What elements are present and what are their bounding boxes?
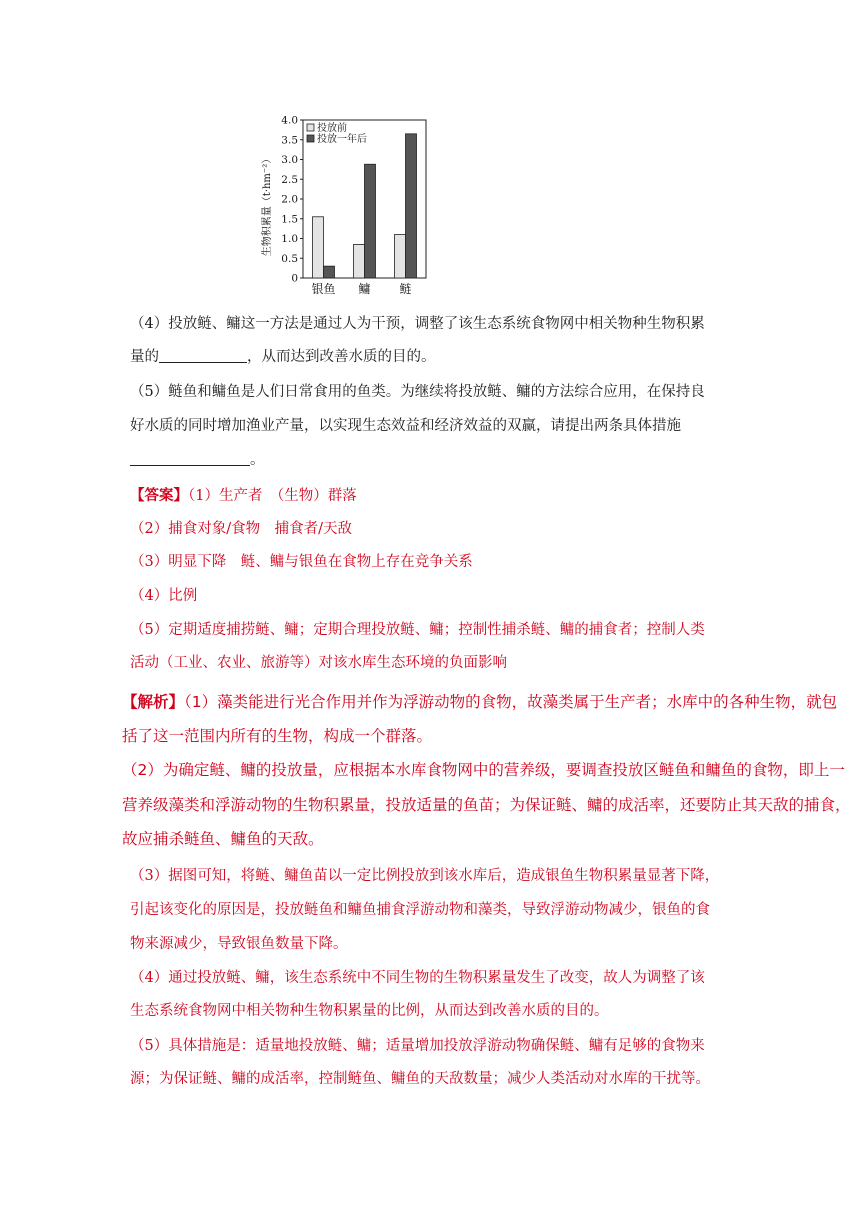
question-5-line-2: 好水质的同时增加渔业产量，以实现生态效益和经济效益的双赢，请提出两条具体措施: [130, 418, 681, 434]
analysis-4-line-1: （4）通过投放鲢、鳙，该生态系统中不同生物的生物积累量发生了改变，故人为调整了该: [130, 970, 705, 986]
y-tick-label: 1.5: [281, 213, 298, 226]
legend-label: 投放一年后: [317, 134, 367, 145]
y-tick-label: 1.0: [281, 233, 298, 245]
y-tick-label: 3.0: [281, 154, 298, 166]
answer-3: （3）明显下降 鲢、鳙与银鱼在食物上存在竞争关系: [130, 554, 473, 570]
y-axis-label: 生物积累量（t·hm⁻²）: [262, 153, 273, 257]
bar: [324, 266, 335, 278]
question-4-line-2: [130, 347, 750, 367]
answer-1-text: （1）生产者 （生物）群落: [188, 488, 357, 504]
analysis-3-line-1: （3）据图可知，将鲢、鳙鱼苗以一定比例投放到该水库后，造成银鱼生物积累量显著下降，: [130, 868, 720, 884]
legend-swatch: [307, 135, 314, 142]
analysis-2-line-1: （2）为确定鲢、鳙的投放量，应根据本水库食物网中的营养级，要调查投放区鲢鱼和鳙鱼的食物，即上一: [122, 761, 845, 779]
analysis-4-line-2: 生态系统食物网中相关物种生物积累量的比例，从而达到改善水质的目的。: [130, 1003, 609, 1019]
analysis-1-text: （1）藻类能进行光合作用并作为浮游动物的食物，故藻类属于生产者；水库中的各种生物，就包: [184, 693, 838, 711]
question-5-line-3: [130, 450, 750, 470]
answer-2: （2）捕食对象/食物 捕食者/天敌: [130, 521, 352, 537]
bar: [395, 235, 406, 278]
analysis-1-line-2: 括了这一范围内所有的生物，构成一个群落。: [122, 727, 433, 745]
y-tick-label: 3.5: [281, 134, 298, 147]
y-tick-label: 4.0: [281, 114, 298, 127]
analysis-tag: 【解析】: [122, 693, 185, 711]
answer-4: （4）比例: [130, 588, 198, 604]
y-tick-label: 2.5: [281, 173, 298, 186]
bar: [354, 244, 365, 278]
y-tick-label: 2.0: [281, 193, 298, 206]
analysis-5-line-1: （5）具体措施是：适量地投放鲢、鳙；适量增加投放浮游动物确保鲢、鳙有足够的食物来: [130, 1038, 705, 1054]
answer-blank-5: [130, 450, 250, 466]
analysis-1-line-1: [122, 692, 838, 712]
question-4-text-a: 量的: [130, 349, 159, 365]
analysis-3-line-2: 引起该变化的原因是，投放鲢鱼和鳙鱼捕食浮游动物和藻类，导致浮游动物减少，银鱼的食: [130, 902, 710, 918]
legend-swatch: [307, 124, 314, 131]
x-tick-label: 银鱼: [311, 282, 336, 296]
analysis-2-line-2: 营养级藻类和浮游动物的生物积累量，投放适量的鱼苗；为保证鲢、鳙的成活率，还要防止其天敌的捕食，: [122, 796, 851, 814]
bar-chart-svg: [258, 110, 438, 300]
question-4-line-1: （4）投放鲢、鳙这一方法是通过人为干预，调整了该生态系统食物网中相关物种生物积累: [130, 316, 705, 332]
answer-1: [130, 486, 750, 506]
answer-5-line-1: （5）定期适度捕捞鲢、鳙；定期合理投放鲢、鳙；控制性捕杀鲢、鳙的捕食者；控制人类: [130, 622, 705, 638]
analysis-3-line-3: 物来源减少，导致银鱼数量下降。: [130, 936, 348, 952]
legend-label: 投放前: [317, 123, 347, 134]
answer-tag: 【答案】: [130, 487, 188, 504]
answer-blank-4: [159, 347, 247, 363]
question-5-text-end: 。: [250, 452, 265, 468]
answer-5-line-2: 活动（工业、农业、旅游等）对该水库生态环境的负面影响: [130, 655, 507, 671]
bar: [406, 134, 417, 278]
bar-chart: [258, 110, 438, 300]
x-tick-label: 鲢: [399, 282, 412, 296]
analysis-5-line-2: 源；为保证鲢、鳙的成活率，控制鲢鱼、鳙鱼的天敌数量；减少人类活动对水库的干扰等。: [130, 1071, 710, 1087]
question-5-line-1: （5）鲢鱼和鳙鱼是人们日常食用的鱼类。为继续将投放鲢、鳙的方法综合应用，在保持良: [130, 384, 705, 400]
question-4-text-b: ，从而达到改善水质的目的。: [247, 349, 436, 365]
bar: [365, 164, 376, 278]
y-tick-label: 0: [291, 272, 298, 285]
analysis-2-line-3: 故应捕杀鲢鱼、鳙鱼的天敌。: [122, 830, 324, 848]
x-tick-label: 鳙: [358, 282, 371, 296]
bar: [313, 217, 324, 278]
y-tick-label: 0.5: [281, 252, 298, 265]
